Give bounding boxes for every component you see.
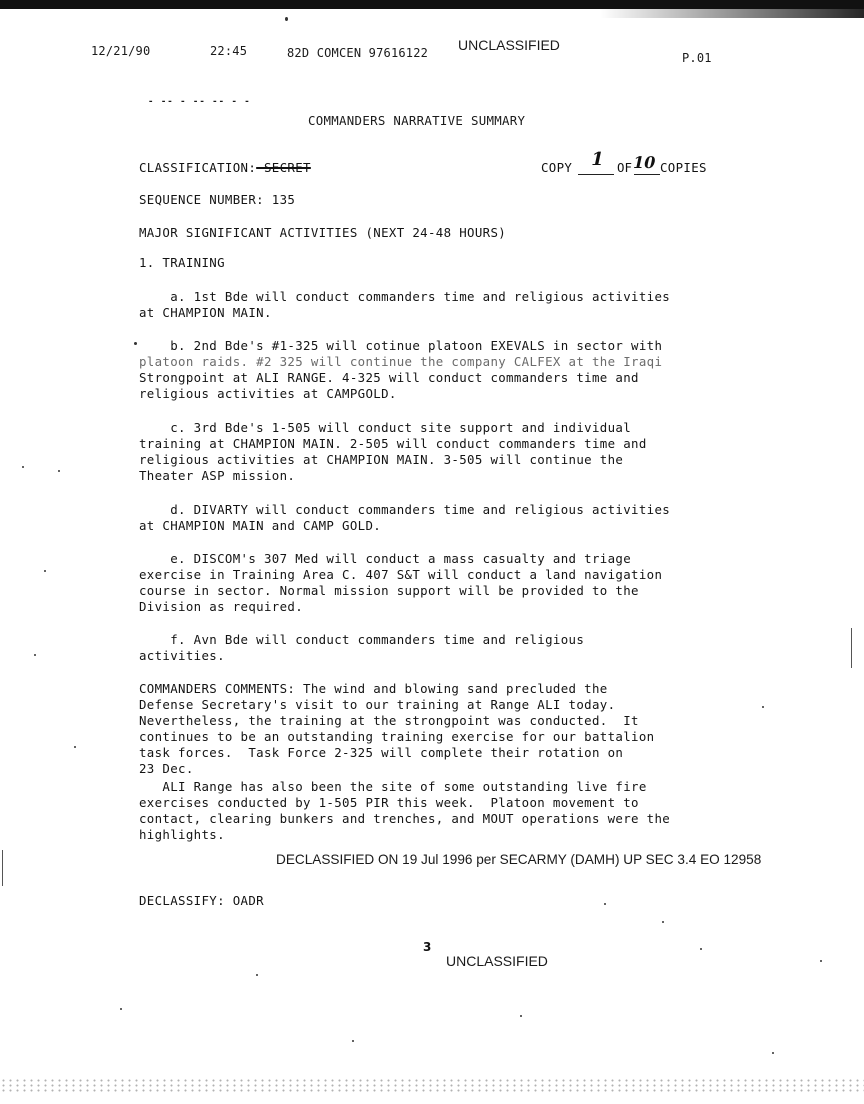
scan-speck [256,974,258,976]
scan-speck [74,746,76,748]
copy-total-underline [634,174,660,175]
section-heading-training: 1. TRAINING [139,255,225,270]
unclassified-marking-top: UNCLASSIFIED [458,37,560,53]
scan-speck [700,948,702,950]
scan-speck [58,470,60,472]
para-b-line-2: platoon raids. #2 325 will continue the company CALFEX at the Iraqi [139,354,663,369]
para-d-line-1: d. DIVARTY will conduct commanders time and religious activities [139,502,671,517]
scan-speck [662,921,664,923]
scan-speck [520,1015,522,1017]
scan-speck [44,570,46,572]
sequence-number: SEQUENCE NUMBER: 135 [139,192,296,207]
declassified-stamp: DECLASSIFIED ON 19 Jul 1996 per SECARMY (DAMH) UP SEC 3.4 EO 12958 [276,852,762,867]
scan-speck [352,1040,354,1042]
comments-line-5: task forces. Task Force 2-325 will complete their rotation on [139,745,624,760]
scan-edge-mark [851,628,852,668]
page-number: 3 [423,940,432,954]
fax-page-number: P.01 [682,51,712,65]
scan-noise-strip [0,1078,864,1092]
comments-line-7: ALI Range has also been the site of some outstanding live fire [139,779,647,794]
copy-total-handwritten: 10 [630,153,658,172]
copy-number-underline [578,174,614,175]
comments-line-8: exercises conducted by 1-505 PIR this week. Platoon movement to [139,795,639,810]
scan-speck [134,342,137,345]
para-b-line-3: Strongpoint at ALI RANGE. 4-325 will conduct commanders time and [139,370,639,385]
fax-date: 12/21/90 [91,44,151,58]
para-f-line-2: activities. [139,648,225,663]
scan-edge-mark-left [2,850,3,886]
para-f-line-1: f. Avn Bde will conduct commanders time and religious [139,632,585,647]
declassify-line: DECLASSIFY: OADR [139,893,264,908]
classification-struck-value: SECRET [256,160,311,175]
para-d-line-2: at CHAMPION MAIN and CAMP GOLD. [139,518,382,533]
scan-speck [772,1052,774,1054]
unclassified-marking-bottom: UNCLASSIFIED [446,953,548,969]
comments-line-6: 23 Dec. [139,761,194,776]
comments-line-10: highlights. [139,827,225,842]
copy-prefix: COPY [541,160,573,175]
classification-label: CLASSIFICATION: [139,160,257,175]
document-title: COMMANDERS NARRATIVE SUMMARY [308,113,526,128]
para-b-line-1: b. 2nd Bde's #1-325 will cotinue platoon EXEVALS in sector with [139,338,663,353]
para-b-line-4: religious activities at CAMPGOLD. [139,386,397,401]
scan-speck [604,903,606,905]
title-decoration: - -- - -- -- - - [148,97,251,107]
scan-speck [762,706,764,708]
para-c-line-1: c. 3rd Bde's 1-505 will conduct site support and individual [139,420,632,435]
para-e-line-2: exercise in Training Area C. 407 S&T will conduct a land navigation [139,567,663,582]
para-a-line-1: a. 1st Bde will conduct commanders time and religious activities [139,289,671,304]
para-c-line-2: training at CHAMPION MAIN. 2-505 will conduct commanders time and [139,436,647,451]
comments-line-2: Defense Secretary's visit to our training at Range ALI today. [139,697,616,712]
fax-time: 22:45 [210,44,248,58]
para-e-line-3: course in sector. Normal mission support will be provided to the [139,583,639,598]
fax-top-edge-shadow [600,9,864,18]
para-c-line-3: religious activities at CHAMPION MAIN. 3-505 will continue the [139,452,624,467]
copy-suffix: COPIES [660,160,707,175]
copy-count-line [541,160,572,175]
scan-speck [22,466,24,468]
para-e-line-4: Division as required. [139,599,304,614]
para-e-line-1: e. DISCOM's 307 Med will conduct a mass casualty and triage [139,551,632,566]
scan-speck [820,960,822,962]
scan-speck [34,654,36,656]
copy-number-handwritten: 1 [588,149,606,170]
comments-line-9: contact, clearing bunkers and trenches, and MOUT operations were the [139,811,671,826]
para-a-line-2: at CHAMPION MAIN. [139,305,272,320]
fax-top-edge [0,0,864,9]
comments-line-4: continues to be an outstanding training exercise for our battalion [139,729,655,744]
para-c-line-4: Theater ASP mission. [139,468,296,483]
scan-speck [120,1008,122,1010]
comments-line-3: Nevertheless, the training at the strongpoint was conducted. It [139,713,639,728]
classification-line [139,160,311,175]
copy-of-label: OF [617,160,632,175]
fax-sender: 82D COMCEN 97616122 [287,46,429,60]
comments-line-1: COMMANDERS COMMENTS: The wind and blowing sand precluded the [139,681,608,696]
scan-speck [285,17,288,21]
activities-heading: MAJOR SIGNIFICANT ACTIVITIES (NEXT 24-48 HOURS) [139,225,507,240]
